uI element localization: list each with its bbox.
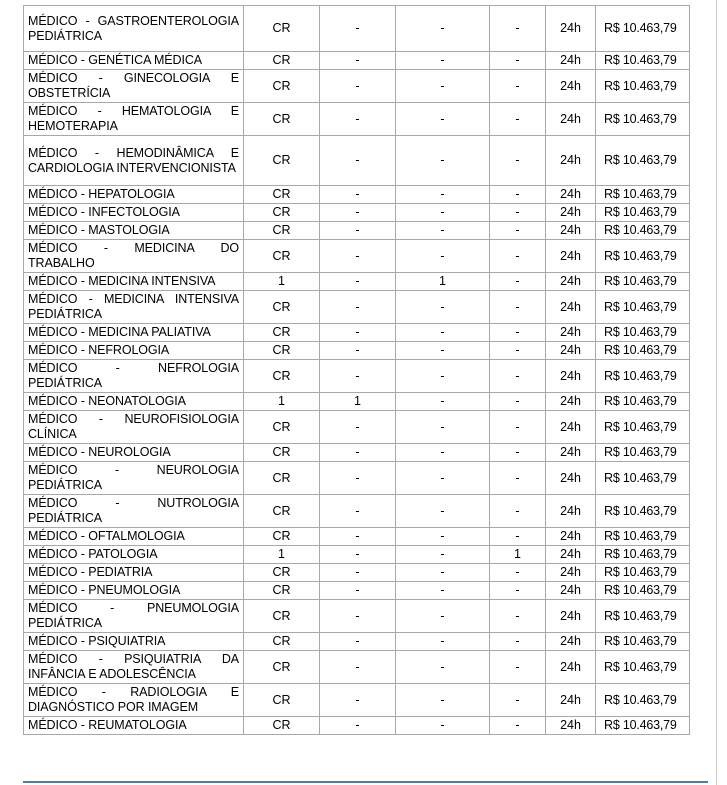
cell-vagas-negros: - [396,6,490,52]
cell-cargo: MÉDICO - NEUROFISIOLOGIA CLÍNICA [24,411,244,444]
cell-carga-horaria: 24h [546,52,596,70]
cell-carga-horaria: 24h [546,291,596,324]
cell-carga-horaria: 24h [546,360,596,393]
table-row [24,222,690,240]
cell-vagas-indigenas: - [490,651,546,684]
cell-remuneracao: R$ 10.463,79 [596,582,690,600]
cell-carga-horaria: 24h [546,495,596,528]
cell-vagas-indigenas: - [490,186,546,204]
cell-cargo: MÉDICO - GASTROENTEROLOGIA PEDIÁTRICA [24,6,244,52]
cell-remuneracao: R$ 10.463,79 [596,240,690,273]
cell-carga-horaria: 24h [546,273,596,291]
cell-remuneracao: R$ 10.463,79 [596,273,690,291]
cell-remuneracao: R$ 10.463,79 [596,651,690,684]
table-row [24,546,690,564]
cell-vagas-negros: - [396,240,490,273]
cell-vagas-negros: - [396,52,490,70]
cell-remuneracao: R$ 10.463,79 [596,222,690,240]
cell-vagas-indigenas: - [490,717,546,735]
cell-vagas-ampla: 1 [244,273,320,291]
cell-cargo: MÉDICO - INFECTOLOGIA [24,204,244,222]
cell-carga-horaria: 24h [546,411,596,444]
cell-vagas-negros: - [396,528,490,546]
cell-cargo: MÉDICO - NEONATOLOGIA [24,393,244,411]
table-row [24,582,690,600]
cell-carga-horaria: 24h [546,462,596,495]
cell-cargo: MÉDICO - MEDICINA PALIATIVA [24,324,244,342]
cell-carga-horaria: 24h [546,222,596,240]
cell-vagas-pcd: - [320,136,396,186]
cell-vagas-negros: - [396,103,490,136]
cell-vagas-pcd: - [320,324,396,342]
cell-carga-horaria: 24h [546,600,596,633]
cell-vagas-ampla: CR [244,495,320,528]
cell-vagas-indigenas: - [490,462,546,495]
cell-vagas-pcd: - [320,186,396,204]
cell-vagas-ampla: CR [244,582,320,600]
cell-vagas-ampla: CR [244,70,320,103]
cell-vagas-pcd: - [320,291,396,324]
cell-carga-horaria: 24h [546,6,596,52]
cell-vagas-pcd: - [320,444,396,462]
cell-cargo: MÉDICO - PSIQUIATRIA [24,633,244,651]
cell-vagas-ampla: CR [244,717,320,735]
cell-remuneracao: R$ 10.463,79 [596,136,690,186]
cell-vagas-ampla: CR [244,6,320,52]
cell-remuneracao: R$ 10.463,79 [596,633,690,651]
cell-carga-horaria: 24h [546,204,596,222]
cell-vagas-ampla: CR [244,444,320,462]
cell-vagas-indigenas: - [490,528,546,546]
cell-vagas-ampla: CR [244,291,320,324]
cell-carga-horaria: 24h [546,70,596,103]
cell-vagas-pcd: - [320,564,396,582]
cell-cargo: MÉDICO - NEUROLOGIA [24,444,244,462]
cell-vagas-ampla: CR [244,136,320,186]
cell-carga-horaria: 24h [546,186,596,204]
cell-carga-horaria: 24h [546,103,596,136]
cell-vagas-negros: - [396,582,490,600]
cell-vagas-pcd: - [320,495,396,528]
cell-cargo: MÉDICO - HEMODINÂMICA E CARDIOLOGIA INTERVENCIONISTA [24,136,244,186]
cell-vagas-negros: - [396,495,490,528]
cell-carga-horaria: 24h [546,717,596,735]
cell-remuneracao: R$ 10.463,79 [596,6,690,52]
cell-vagas-indigenas: - [490,103,546,136]
cell-carga-horaria: 24h [546,342,596,360]
cell-vagas-negros: - [396,546,490,564]
cell-vagas-indigenas: - [490,393,546,411]
cell-vagas-ampla: 1 [244,546,320,564]
cell-vagas-pcd: - [320,70,396,103]
cell-vagas-indigenas: - [490,204,546,222]
cell-vagas-pcd: 1 [320,393,396,411]
cell-remuneracao: R$ 10.463,79 [596,342,690,360]
cell-vagas-indigenas: - [490,600,546,633]
cell-vagas-negros: - [396,684,490,717]
table-row [24,633,690,651]
cell-vagas-pcd: - [320,528,396,546]
cell-vagas-indigenas: - [490,6,546,52]
cell-remuneracao: R$ 10.463,79 [596,462,690,495]
cell-vagas-pcd: - [320,684,396,717]
cell-vagas-ampla: 1 [244,393,320,411]
cell-remuneracao: R$ 10.463,79 [596,70,690,103]
table-row [24,273,690,291]
cell-cargo: MÉDICO - GENÉTICA MÉDICA [24,52,244,70]
cell-vagas-indigenas: - [490,684,546,717]
cell-vagas-negros: - [396,342,490,360]
cell-vagas-indigenas: - [490,324,546,342]
cell-vagas-negros: - [396,462,490,495]
cell-cargo: MÉDICO - NEUROLOGIA PEDIÁTRICA [24,462,244,495]
cell-vagas-negros: - [396,204,490,222]
cell-remuneracao: R$ 10.463,79 [596,444,690,462]
cell-vagas-ampla: CR [244,186,320,204]
cell-vagas-negros: - [396,360,490,393]
cell-vagas-pcd: - [320,273,396,291]
cell-vagas-indigenas: - [490,633,546,651]
cell-vagas-ampla: CR [244,633,320,651]
table-row [24,495,690,528]
cell-vagas-negros: - [396,444,490,462]
table-row [24,186,690,204]
cell-cargo: MÉDICO - HEMATOLOGIA E HEMOTERAPIA [24,103,244,136]
cell-cargo: MÉDICO - OFTALMOLOGIA [24,528,244,546]
cell-cargo: MÉDICO - NUTROLOGIA PEDIÁTRICA [24,495,244,528]
cell-vagas-pcd: - [320,52,396,70]
cell-carga-horaria: 24h [546,564,596,582]
cell-remuneracao: R$ 10.463,79 [596,717,690,735]
cell-vagas-pcd: - [320,240,396,273]
bottom-rule [23,781,708,783]
cell-vagas-ampla: CR [244,240,320,273]
cell-cargo: MÉDICO - RADIOLOGIA E DIAGNÓSTICO POR IMAGEM [24,684,244,717]
cell-remuneracao: R$ 10.463,79 [596,411,690,444]
cell-carga-horaria: 24h [546,136,596,186]
cell-vagas-negros: - [396,70,490,103]
cell-carga-horaria: 24h [546,444,596,462]
cell-vagas-negros: - [396,717,490,735]
cell-vagas-ampla: CR [244,52,320,70]
table-row [24,204,690,222]
cell-vagas-negros: - [396,393,490,411]
cell-vagas-indigenas: - [490,291,546,324]
cell-vagas-indigenas: - [490,564,546,582]
cell-vagas-ampla: CR [244,462,320,495]
cell-vagas-ampla: CR [244,342,320,360]
cell-vagas-pcd: - [320,600,396,633]
table-row [24,393,690,411]
cell-cargo: MÉDICO - MEDICINA INTENSIVA PEDIÁTRICA [24,291,244,324]
cell-remuneracao: R$ 10.463,79 [596,495,690,528]
cell-vagas-pcd: - [320,633,396,651]
cell-carga-horaria: 24h [546,528,596,546]
cell-remuneracao: R$ 10.463,79 [596,600,690,633]
cell-vagas-pcd: - [320,342,396,360]
cell-cargo: MÉDICO - GINECOLOGIA E OBSTETRÍCIA [24,70,244,103]
cell-vagas-pcd: - [320,546,396,564]
cell-vagas-indigenas: - [490,240,546,273]
cell-remuneracao: R$ 10.463,79 [596,324,690,342]
cell-remuneracao: R$ 10.463,79 [596,360,690,393]
cell-carga-horaria: 24h [546,324,596,342]
cell-vagas-negros: - [396,222,490,240]
cell-vagas-indigenas: - [490,222,546,240]
cell-vagas-pcd: - [320,204,396,222]
cell-vagas-indigenas: - [490,360,546,393]
cell-remuneracao: R$ 10.463,79 [596,186,690,204]
table-row [24,360,690,393]
cell-cargo: MÉDICO - MEDICINA INTENSIVA [24,273,244,291]
table-row [24,462,690,495]
cell-vagas-indigenas: - [490,444,546,462]
cell-cargo: MÉDICO - NEFROLOGIA PEDIÁTRICA [24,360,244,393]
table-row [24,342,690,360]
cell-vagas-pcd: - [320,582,396,600]
cell-vagas-indigenas: - [490,136,546,186]
table-row [24,136,690,186]
cell-remuneracao: R$ 10.463,79 [596,291,690,324]
table-row [24,444,690,462]
table-row [24,291,690,324]
table-row [24,717,690,735]
table-row [24,651,690,684]
cell-vagas-pcd: - [320,651,396,684]
table-row [24,103,690,136]
cell-cargo: MÉDICO - HEPATOLOGIA [24,186,244,204]
table-row [24,240,690,273]
cell-carga-horaria: 24h [546,633,596,651]
cell-vagas-pcd: - [320,717,396,735]
cell-vagas-ampla: CR [244,600,320,633]
cell-vagas-negros: 1 [396,273,490,291]
cell-cargo: MÉDICO - NEFROLOGIA [24,342,244,360]
table-row [24,600,690,633]
cell-carga-horaria: 24h [546,546,596,564]
table-body [24,6,690,735]
table-row [24,684,690,717]
cell-vagas-pcd: - [320,103,396,136]
cell-vagas-ampla: CR [244,411,320,444]
cell-cargo: MÉDICO - PATOLOGIA [24,546,244,564]
cell-vagas-negros: - [396,564,490,582]
table-row [24,564,690,582]
cell-remuneracao: R$ 10.463,79 [596,103,690,136]
cell-vagas-indigenas: - [490,342,546,360]
cell-remuneracao: R$ 10.463,79 [596,52,690,70]
cell-vagas-negros: - [396,136,490,186]
table-row [24,411,690,444]
cell-vagas-pcd: - [320,462,396,495]
page-edge [716,0,717,785]
cell-vagas-ampla: CR [244,684,320,717]
cell-vagas-indigenas: - [490,411,546,444]
cell-cargo: MÉDICO - PEDIATRIA [24,564,244,582]
cell-vagas-negros: - [396,651,490,684]
vacancy-table [23,5,690,735]
cell-cargo: MÉDICO - REUMATOLOGIA [24,717,244,735]
cell-vagas-ampla: CR [244,324,320,342]
cell-carga-horaria: 24h [546,393,596,411]
cell-carga-horaria: 24h [546,684,596,717]
table-row [24,324,690,342]
cell-vagas-pcd: - [320,222,396,240]
cell-vagas-ampla: CR [244,528,320,546]
cell-vagas-ampla: CR [244,222,320,240]
cell-vagas-indigenas: 1 [490,546,546,564]
cell-vagas-negros: - [396,291,490,324]
cell-vagas-negros: - [396,411,490,444]
cell-vagas-negros: - [396,633,490,651]
cell-carga-horaria: 24h [546,582,596,600]
cell-remuneracao: R$ 10.463,79 [596,528,690,546]
cell-carga-horaria: 24h [546,651,596,684]
cell-vagas-pcd: - [320,6,396,52]
cell-remuneracao: R$ 10.463,79 [596,393,690,411]
cell-vagas-ampla: CR [244,204,320,222]
cell-cargo: MÉDICO - PNEUMOLOGIA PEDIÁTRICA [24,600,244,633]
cell-vagas-indigenas: - [490,273,546,291]
cell-vagas-pcd: - [320,360,396,393]
cell-vagas-ampla: CR [244,103,320,136]
cell-vagas-indigenas: - [490,495,546,528]
cell-vagas-ampla: CR [244,564,320,582]
table-row [24,6,690,52]
cell-cargo: MÉDICO - PSIQUIATRIA DA INFÂNCIA E ADOLESCÊNCIA [24,651,244,684]
cell-remuneracao: R$ 10.463,79 [596,546,690,564]
table-row [24,528,690,546]
cell-vagas-pcd: - [320,411,396,444]
cell-vagas-ampla: CR [244,360,320,393]
cell-vagas-ampla: CR [244,651,320,684]
cell-remuneracao: R$ 10.463,79 [596,204,690,222]
cell-vagas-negros: - [396,600,490,633]
cell-cargo: MÉDICO - MASTOLOGIA [24,222,244,240]
cell-vagas-indigenas: - [490,582,546,600]
cell-cargo: MÉDICO - MEDICINA DO TRABALHO [24,240,244,273]
cell-vagas-indigenas: - [490,70,546,103]
cell-remuneracao: R$ 10.463,79 [596,564,690,582]
cell-carga-horaria: 24h [546,240,596,273]
table-row [24,52,690,70]
cell-remuneracao: R$ 10.463,79 [596,684,690,717]
cell-vagas-indigenas: - [490,52,546,70]
cell-vagas-negros: - [396,186,490,204]
cell-cargo: MÉDICO - PNEUMOLOGIA [24,582,244,600]
cell-vagas-negros: - [396,324,490,342]
table-row [24,70,690,103]
